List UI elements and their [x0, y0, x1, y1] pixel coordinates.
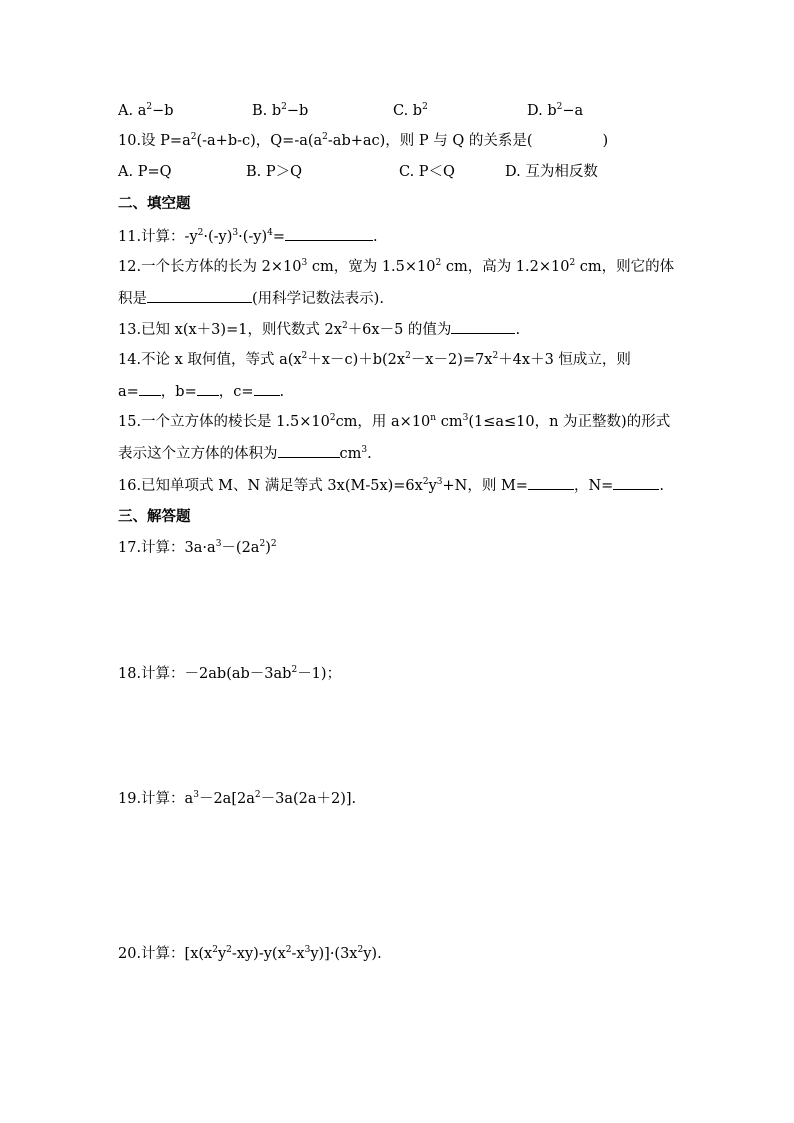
question-16: 16.已知单项式 M、N 满足等式 $3x(M-5x)=6x^2y^3+N$，则 M= ，N= . — [118, 477, 664, 494]
question-10: 10.设 $P=a^2(-a+b-c)$，$Q=-a(a^2-ab+ac)$，则 P 与 Q 的关系是( ) — [118, 132, 609, 149]
q9-option-a[interactable]: A. $a^2-b$ — [118, 102, 174, 119]
section-heading-solve: 三、解答题 — [118, 508, 191, 525]
answer-blank[interactable] — [278, 443, 340, 458]
answer-blank-m[interactable] — [528, 475, 574, 490]
question-17: 17.计算：$3a\cdot a^3-(2a^2)^2$ — [118, 539, 277, 556]
question-14-line-2: a= ，b= ，c= . — [118, 381, 284, 402]
answer-blank-b[interactable] — [197, 381, 219, 396]
answer-blank-a[interactable] — [139, 381, 161, 396]
q10-option-a[interactable]: A. P=Q — [118, 164, 172, 180]
q9-option-b[interactable]: B. $b^2-b$ — [252, 102, 309, 119]
q9-option-d[interactable]: D. $b^2-a$ — [527, 102, 584, 119]
q10-option-c[interactable]: C. P＜Q — [399, 164, 455, 180]
answer-blank[interactable] — [285, 226, 373, 241]
section-heading-fill-in: 二、填空题 — [118, 195, 191, 212]
question-15-line-2: 表示这个立方体的体积为 $cm^3$. — [118, 445, 372, 462]
question-14-line-1: 14.不论 x 取何值，等式 $a(x^2+x-c)+b(2x^2-x-2)=7x^2+4x+3$ 恒成立，则 — [118, 351, 631, 368]
answer-blank-n[interactable] — [613, 475, 659, 490]
q9-option-c[interactable]: C. $b^2$ — [393, 102, 428, 119]
answer-blank[interactable] — [147, 288, 252, 303]
question-18: 18.计算：$-2ab(ab-3ab^2-1)$； — [118, 665, 342, 682]
q10-option-d[interactable]: D. 互为相反数 — [505, 164, 598, 180]
answer-blank-c[interactable] — [254, 381, 280, 396]
q10-option-b[interactable]: B. P＞Q — [246, 164, 303, 180]
question-19: 19.计算：$a^3-2a[2a^2-3a(2a+2)]$. — [118, 790, 357, 807]
question-12-line-1: 12.一个长方体的长为 $2\times 10^3$ cm，宽为 $1.5\times 10^2$ cm，高为 $1.2\times 10^2$ cm，则它的体 — [118, 258, 675, 275]
question-20: 20.计算：$[x(x^2y^2-xy)-y(x^2-x^3y)]\cdot(3x^2y)$. — [118, 945, 382, 962]
question-12-line-2: 积是 (用科学记数法表示). — [118, 288, 384, 309]
question-11: 11.计算：$-y^2\cdot(-y)^3\cdot(-y)^4=$ . — [118, 228, 378, 245]
question-13: 13.已知 x(x＋3)=1，则代数式 $2x^2+6x-5$ 的值为 . — [118, 321, 521, 338]
question-15-line-1: 15.一个立方体的棱长是 $1.5\times 10^2cm$，用 $a\times 10^n$ $cm^3(1\le a\le 10$，n 为正整数)的形式 — [118, 413, 671, 430]
answer-blank[interactable] — [451, 319, 515, 334]
